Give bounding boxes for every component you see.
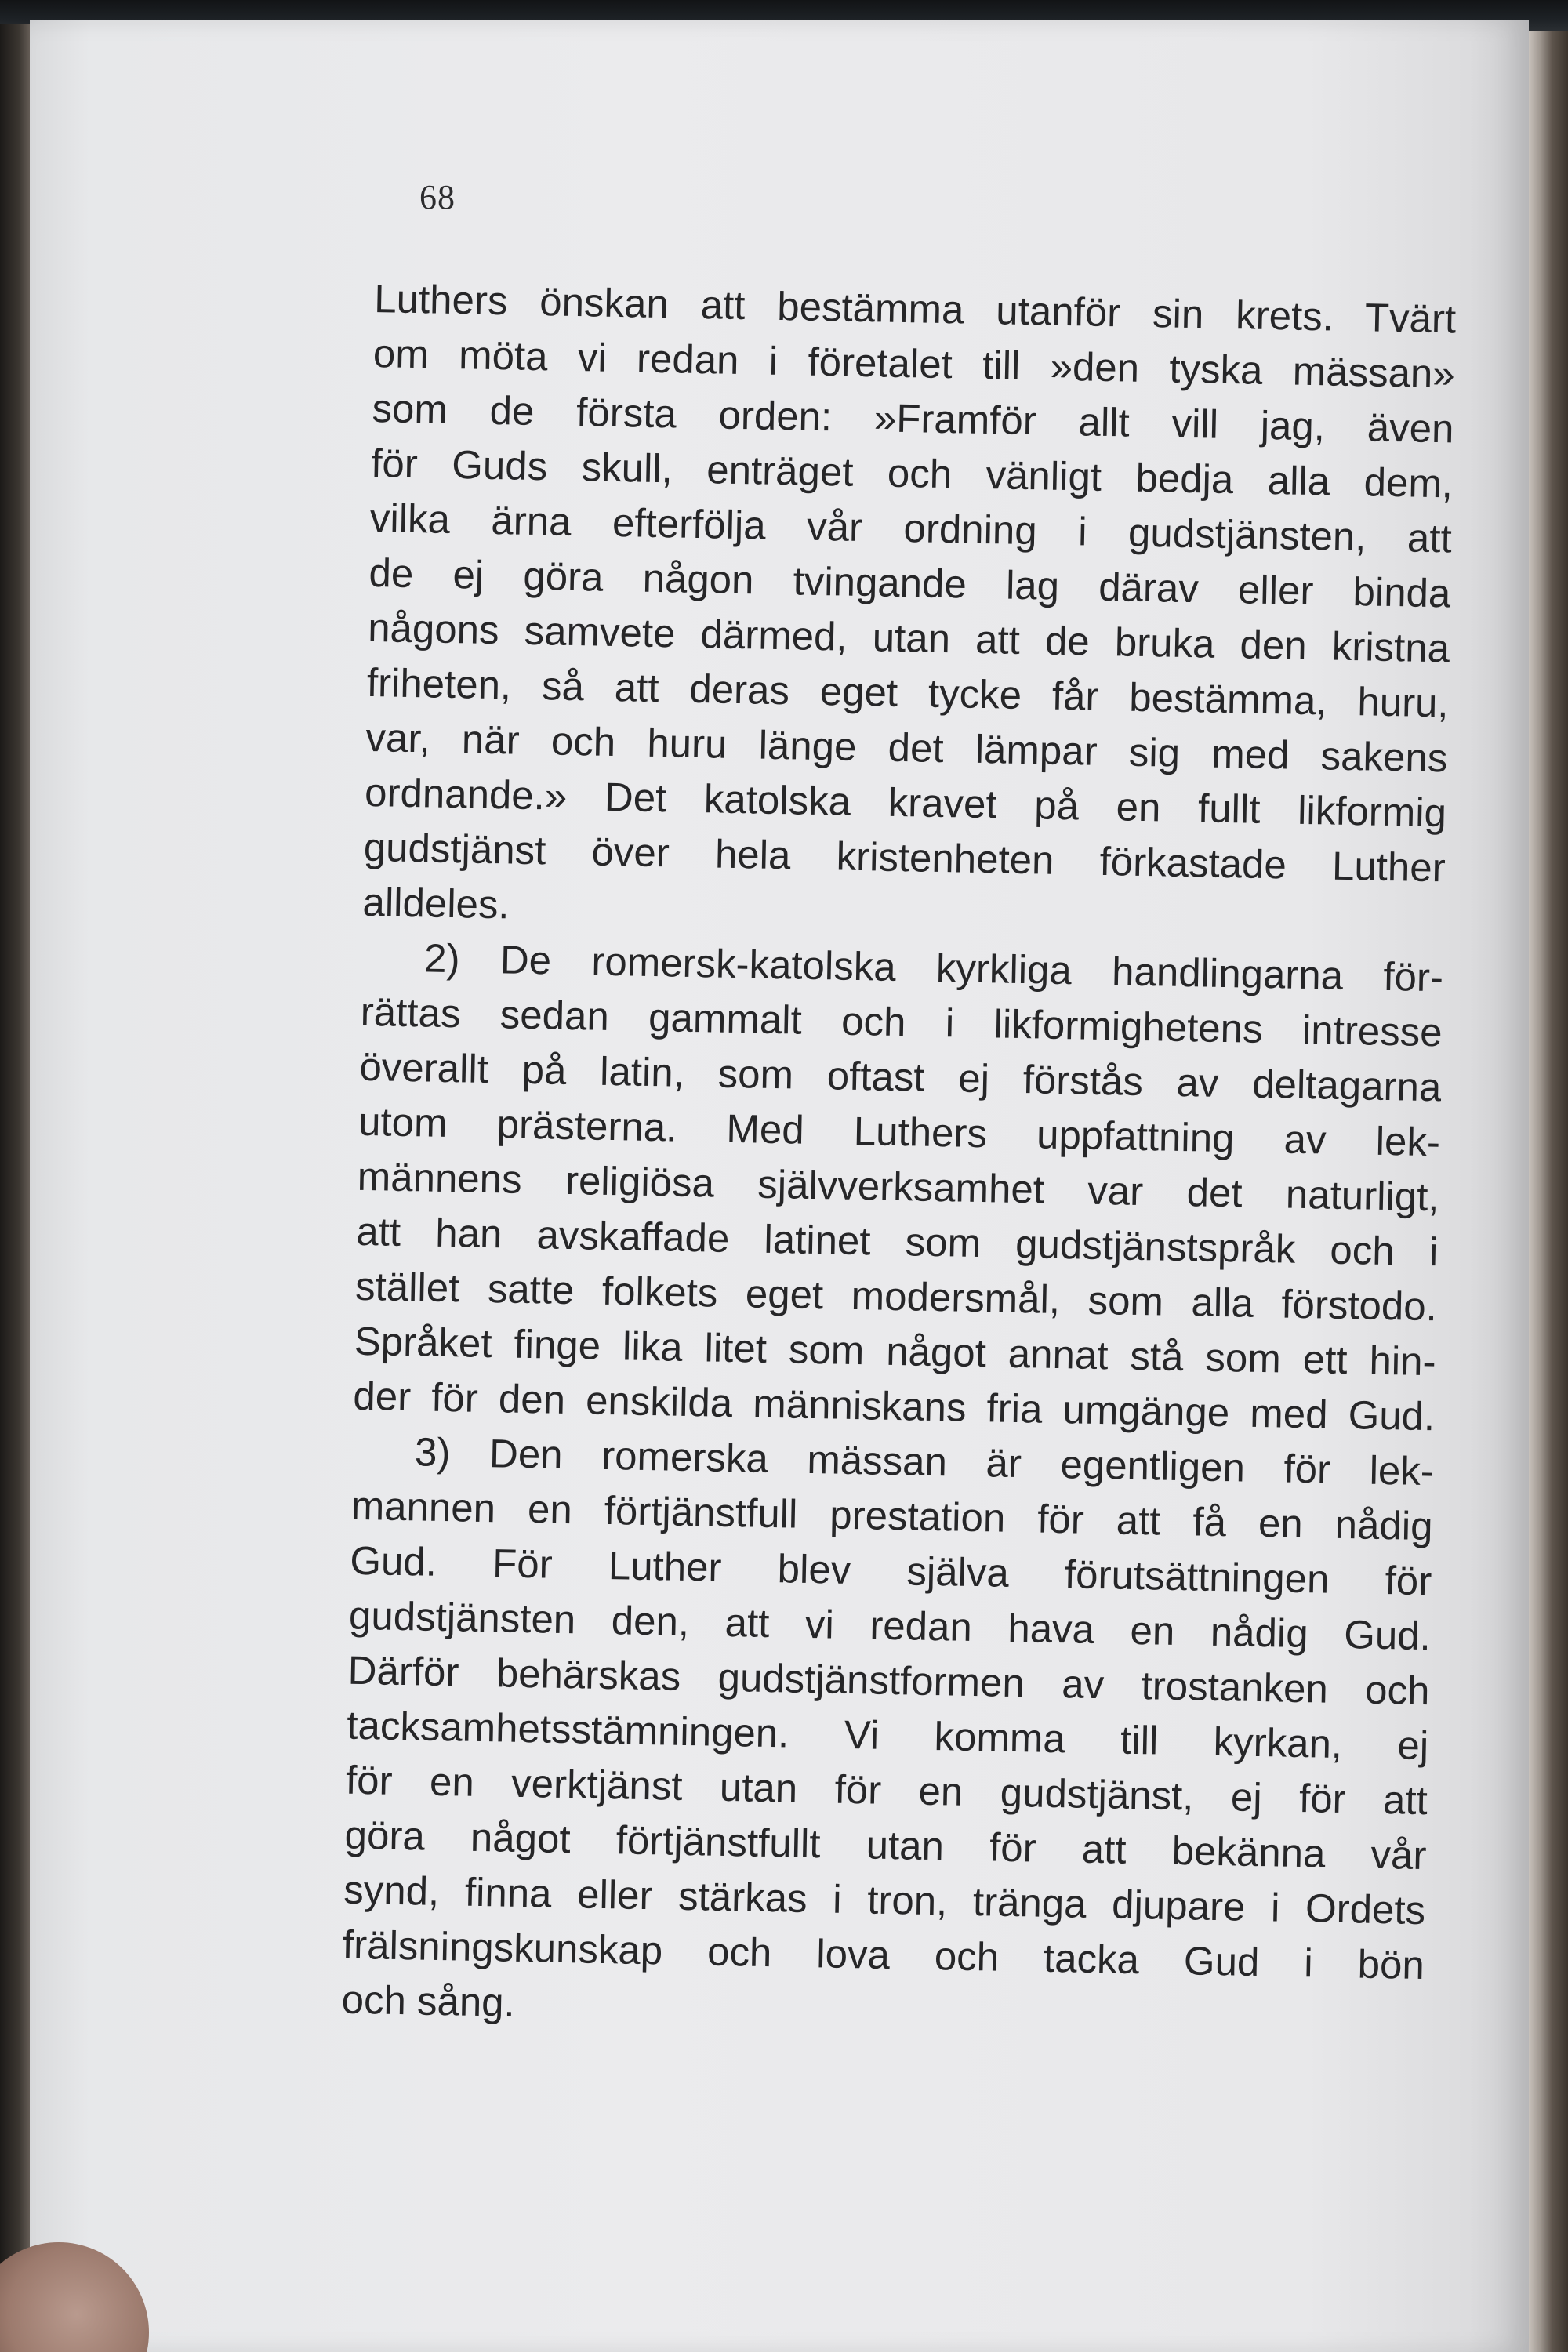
text-line: någons samvete därmed, utan att de bruka den kristna — [367, 604, 1450, 671]
book-page — [30, 20, 1529, 2352]
text-line: Språket finge lika litet som något annat stå som ett hin- — [354, 1318, 1437, 1385]
text-line: Luthers önskan att bestämma utanför sin krets. Tvärt — [373, 275, 1457, 342]
text-line: och sång. — [341, 1976, 516, 2025]
text-line: om möta vi redan i företalet till »den tyska mässan» — [372, 330, 1456, 397]
text-line: tacksamhetsstämningen. Vi komma till kyrkan, ej — [346, 1702, 1429, 1769]
page-number: 68 — [419, 178, 456, 216]
text-line: Gud. För Luther blev själva förutsättningen för — [349, 1537, 1432, 1604]
text-line: för en verktjänst utan för en gudstjänst, ej för att — [345, 1757, 1428, 1824]
text-line: ordnande.» Det katolska kravet på en fullt likformig — [364, 769, 1447, 836]
text-line: friheten, så att deras eget tycke får bestämma, huru, — [366, 659, 1450, 726]
page-text — [341, 271, 1457, 2048]
text-line: göra något förtjänstfullt utan för att bekänna vår — [344, 1812, 1428, 1878]
text-line: överallt på latin, som oftast ej förstås av deltagarna — [358, 1044, 1442, 1110]
text-line: frälsningskunskap och lova och tacka Gud i bön — [342, 1922, 1425, 1988]
text-line: att han avskaffade latinet som gudstjänstspråk och i — [355, 1208, 1439, 1275]
text-line: gudstjänst över hela kristenheten förkastade Luther — [363, 824, 1446, 891]
text-line: männens religiösa självverksamhet var det naturligt, — [357, 1153, 1440, 1220]
text-line: vilka ärna efterfölja vår ordning i gudstjänsten, att — [369, 495, 1453, 561]
text-line: 2) De romersk-katolska kyrkliga handlingarna för- — [423, 935, 1444, 1000]
text-line: mannen en förtjänstfull prestation för att få en nådig — [350, 1483, 1434, 1549]
book-cover-left — [0, 24, 31, 2352]
text-line: stället satte folkets eget modersmål, som alla förstodo. — [354, 1263, 1438, 1330]
text-line: 3) Den romerska mässan är egentligen för lek- — [414, 1429, 1435, 1494]
text-line: synd, finna eller stärkas i tron, tränga djupare i Ordets — [343, 1867, 1426, 1933]
text-line: der för den enskilda människans fria umgänge med Gud. — [352, 1373, 1436, 1439]
text-line: gudstjänsten den, att vi redan hava en nådig Gud. — [348, 1592, 1432, 1659]
text-line: alldeles. — [362, 879, 510, 927]
text-line: var, när och huru länge det lämpar sig med sakens — [365, 714, 1448, 781]
text-line: som de första orden: »Framför allt vill jag, även — [372, 385, 1454, 452]
text-line: för Guds skull, enträget och vänligt bedja alla dem, — [370, 440, 1454, 506]
text-line: Därför behärskas gudstjänstformen av trostanken och — [347, 1647, 1431, 1714]
text-line: utom prästerna. Med Luthers uppfattning av lek- — [358, 1098, 1441, 1165]
text-line: de ej göra någon tvingande lag därav eller binda — [368, 550, 1451, 616]
text-line: rättas sedan gammalt och i likformighetens intresse — [360, 989, 1443, 1055]
